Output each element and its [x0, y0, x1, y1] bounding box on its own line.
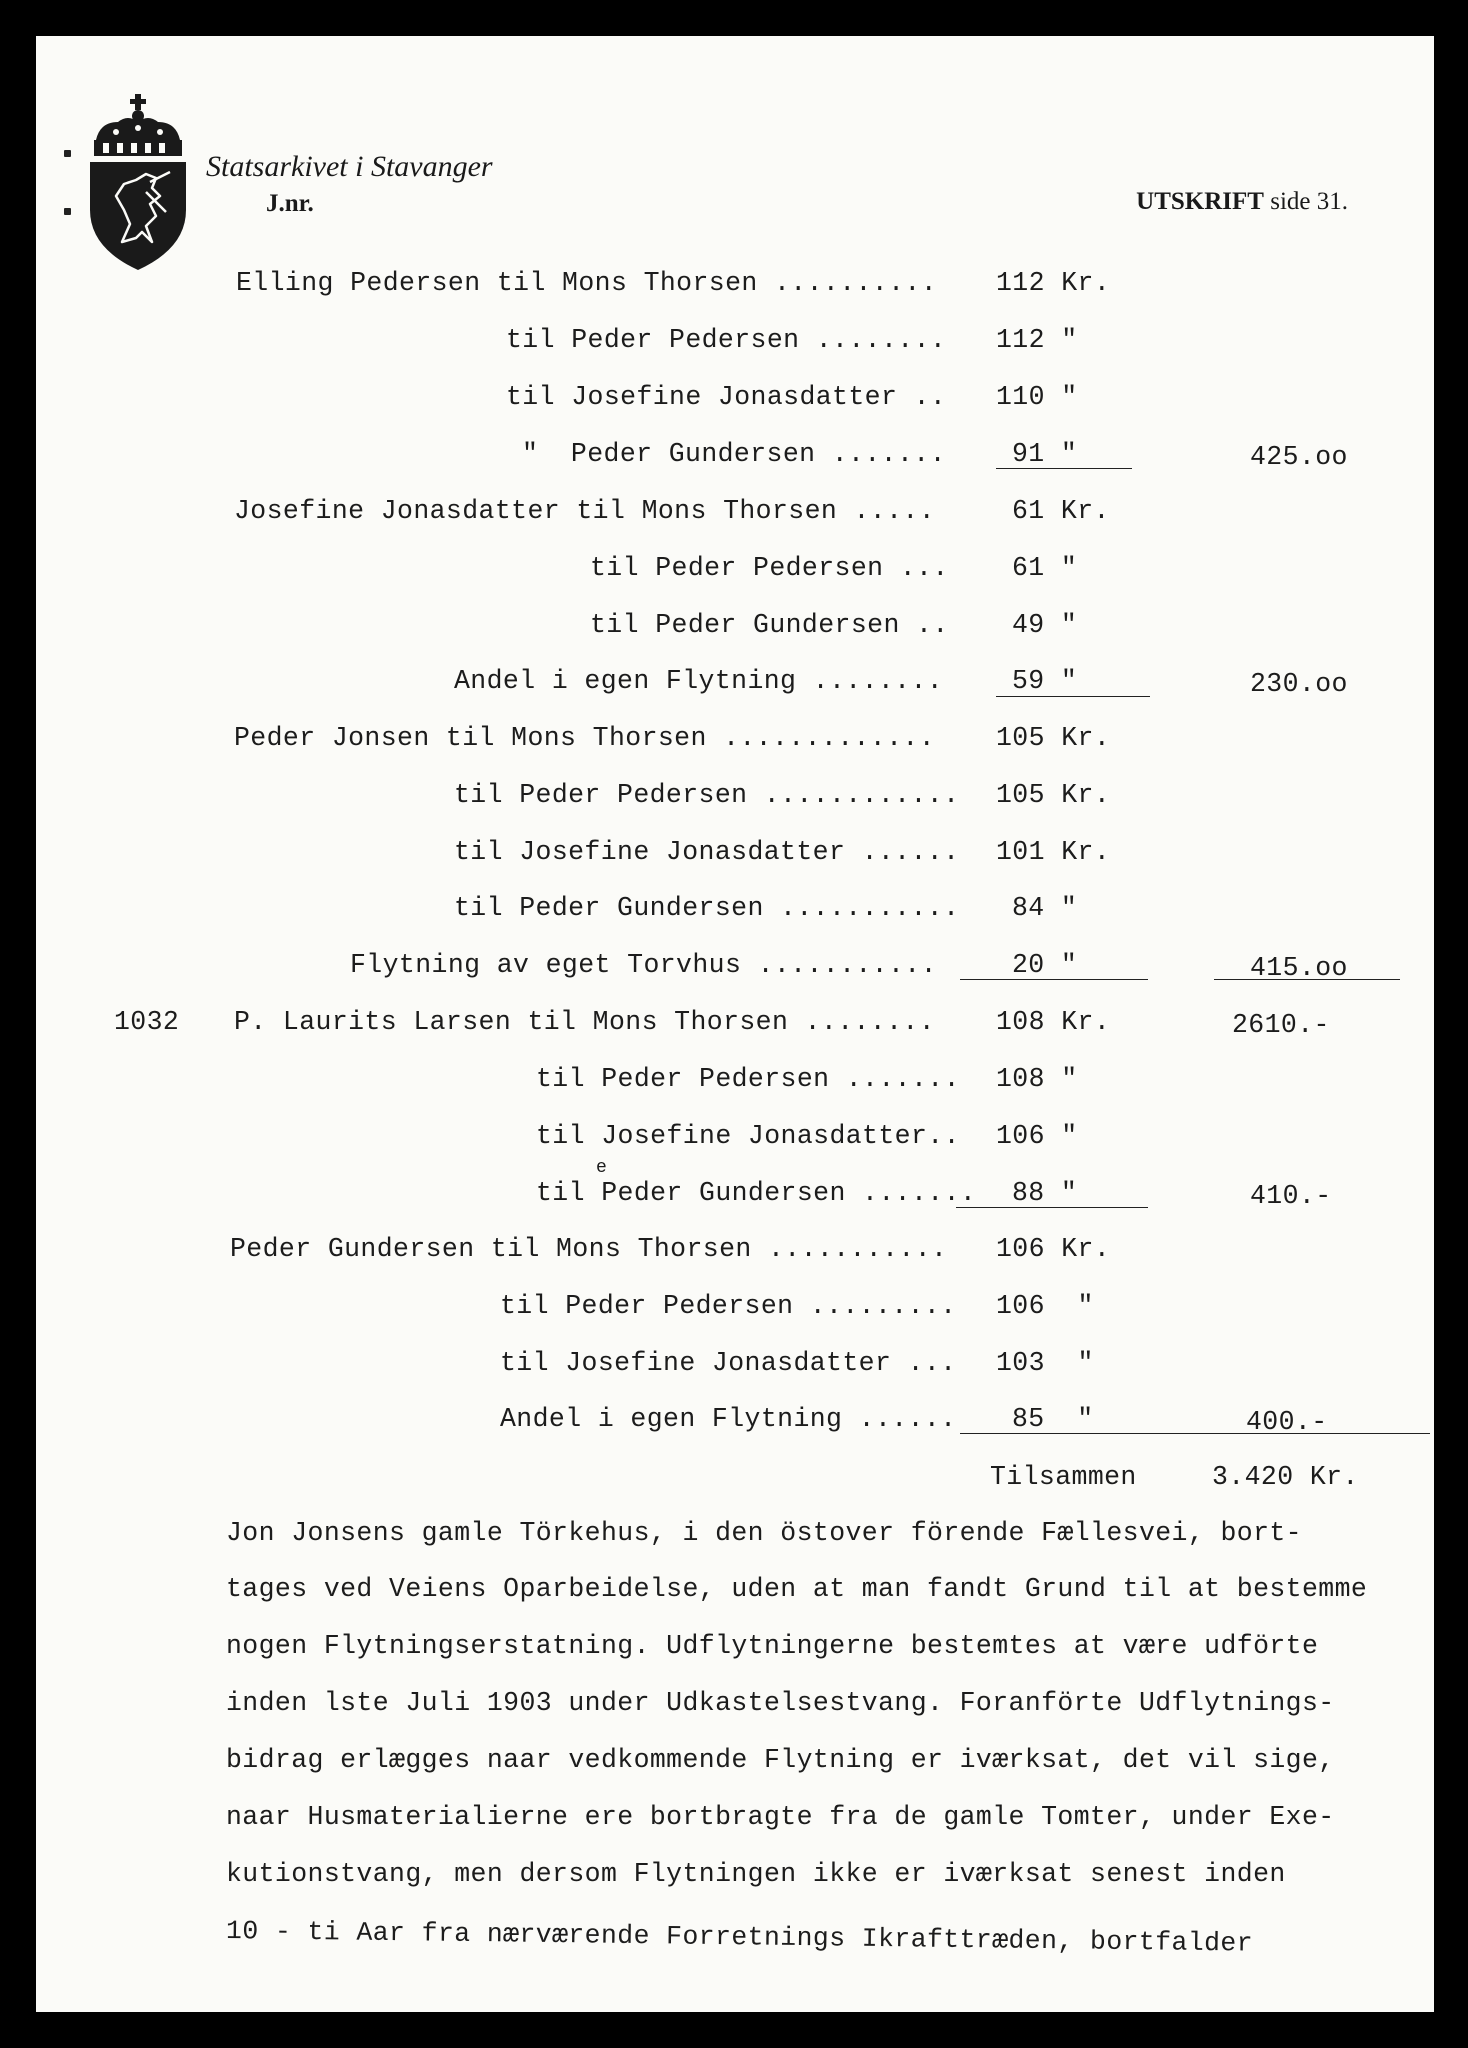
entry-total: 400.- — [1246, 1407, 1328, 1437]
entry-text: til Peder Pedersen ......... — [500, 1291, 957, 1321]
subtotal-rule — [956, 1207, 1148, 1208]
entry-text: Peder Jonsen til Mons Thorsen ............. — [234, 723, 936, 753]
page-label — [1136, 188, 1348, 216]
margin-number: 1032 — [114, 1007, 180, 1037]
subtotal-rule — [960, 979, 1148, 980]
paragraph-line: Jon Jonsens gamle Törkehus, i den östover förende Fællesvei, bort- — [226, 1518, 1302, 1548]
entry-amount: 85 " — [1012, 1404, 1094, 1434]
entry-text: Elling Pedersen til Mons Thorsen .......... — [236, 268, 938, 298]
entry-amount: 106 " — [996, 1121, 1078, 1151]
page-number: 31. — [1316, 188, 1348, 215]
entry-amount: 106 " — [996, 1291, 1094, 1321]
entry-amount: 112 Kr. — [996, 268, 1111, 298]
scan-mark — [64, 150, 71, 157]
side-label: side — [1270, 188, 1311, 215]
entry-text: Flytning av eget Torvhus ........... — [350, 950, 937, 980]
entry-text: til Peder Pedersen ............ — [454, 780, 960, 810]
entry-text: til Peder Gundersen ........... — [454, 893, 960, 923]
paragraph-line: 10 - ti Aar fra nærværende Forretnings Ikrafttræden, bortfalder — [225, 1916, 1254, 1959]
entry-text: til Josefine Jonasdatter ... — [500, 1348, 957, 1378]
entry-amount: 110 " — [996, 382, 1078, 412]
paragraph-line: kutionstvang, men dersom Flytningen ikke er iværksat senest inden — [226, 1859, 1286, 1889]
entry-total: 2610.- — [1232, 1010, 1330, 1040]
entry-amount: 108 Kr. — [996, 1007, 1111, 1037]
entry-text: " Peder Gundersen ....... — [522, 439, 946, 469]
entry-text: til Josefine Jonasdatter ...... — [454, 837, 960, 867]
entry-amount: 88 " — [1012, 1178, 1078, 1208]
entry-amount: 101 Kr. — [996, 837, 1111, 867]
archive-name: Statsarkivet i Stavanger — [206, 150, 493, 183]
entry-text: Peder Gundersen til Mons Thorsen ........... — [230, 1234, 948, 1264]
entry-text: til Peder Gundersen ....... — [536, 1178, 977, 1208]
entry-amount: 105 Kr. — [996, 723, 1111, 753]
entry-text: til Peder Pedersen ........ — [506, 325, 947, 355]
correction-mark: e — [596, 1158, 608, 1178]
total-rule — [1214, 979, 1400, 980]
summary-label: Tilsammen — [990, 1462, 1137, 1492]
entry-amount: 91 " — [1012, 439, 1078, 469]
entry-total: 415.oo — [1250, 953, 1348, 983]
entry-total: 410.- — [1250, 1181, 1332, 1211]
scan-mark — [64, 208, 71, 215]
entry-text: til Josefine Jonasdatter .. — [506, 382, 947, 412]
entry-amount: 61 Kr. — [1012, 496, 1110, 526]
doc-label: UTSKRIFT — [1136, 188, 1264, 215]
paragraph-line: inden lste Juli 1903 under Udkastelsestvang. Foranförte Udflytnings- — [226, 1688, 1335, 1718]
paragraph-line: nogen Flytningserstatning. Udflytningerne bestemtes at være udförte — [226, 1631, 1319, 1661]
entry-amount: 59 " — [1012, 666, 1078, 696]
paragraph-line: bidrag erlægges naar vedkommende Flytning er iværksat, det vil sige, — [226, 1745, 1335, 1775]
entry-amount: 84 " — [1012, 893, 1078, 923]
entry-text: P. Laurits Larsen til Mons Thorsen ........ — [234, 1007, 936, 1037]
subtotal-rule — [996, 696, 1150, 697]
entry-text: Andel i egen Flytning ........ — [454, 666, 944, 696]
paragraph-line: tages ved Veiens Oparbeidelse, uden at man fandt Grund til at bestemme — [226, 1574, 1368, 1604]
entry-amount: 108 " — [996, 1064, 1078, 1094]
entry-amount: 105 Kr. — [996, 780, 1111, 810]
entry-text: til Peder Pedersen ....... — [536, 1064, 960, 1094]
coat-of-arms-icon — [86, 92, 190, 272]
entry-text: til Peder Gundersen .. — [590, 610, 949, 640]
entry-amount: 20 " — [1012, 950, 1078, 980]
entry-amount: 49 " — [1012, 610, 1078, 640]
total-rule — [960, 1433, 1430, 1434]
summary-value: 3.420 Kr. — [1212, 1462, 1359, 1492]
jnr-label: J.nr. — [266, 190, 314, 217]
entry-total: 425.oo — [1250, 442, 1348, 472]
entry-text: til Josefine Jonasdatter.. — [536, 1121, 960, 1151]
entry-total: 230.oo — [1250, 669, 1348, 699]
entry-text: Andel i egen Flytning ...... — [500, 1404, 957, 1434]
entry-text: til Peder Pedersen ... — [590, 553, 949, 583]
entry-text: Josefine Jonasdatter til Mons Thorsen ..... — [234, 496, 936, 526]
entry-amount: 61 " — [1012, 553, 1078, 583]
subtotal-rule — [996, 468, 1132, 469]
paragraph-line: naar Husmaterialierne ere bortbragte fra de gamle Tomter, under Exe- — [226, 1802, 1335, 1832]
entry-amount: 103 " — [996, 1348, 1094, 1378]
entry-amount: 106 Kr. — [996, 1234, 1111, 1264]
entry-amount: 112 " — [996, 325, 1078, 355]
